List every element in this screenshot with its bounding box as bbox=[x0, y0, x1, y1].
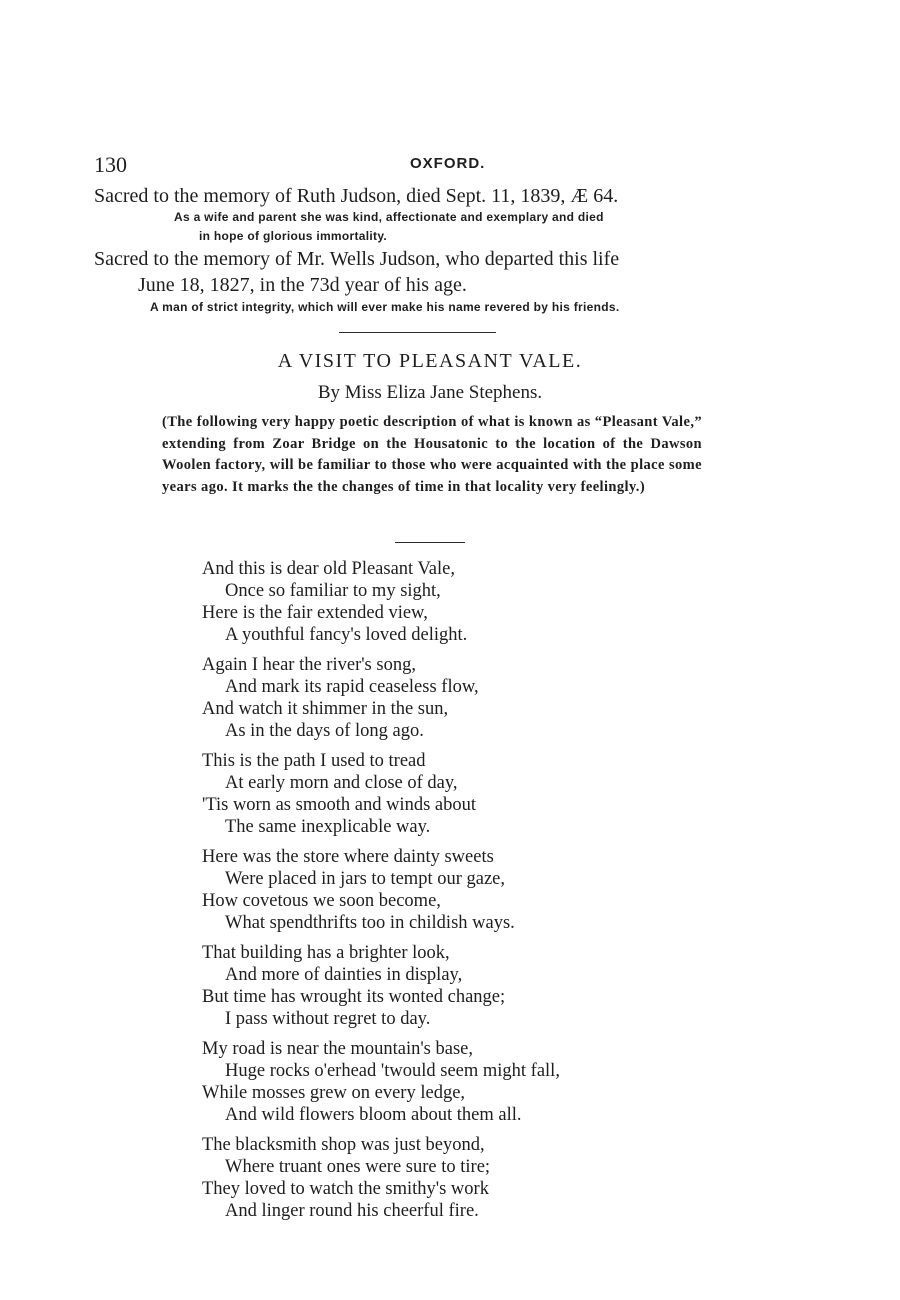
epitaph-ruth-judson: Sacred to the memory of Ruth Judson, died Sept. 11, 1839, Æ 64. bbox=[94, 185, 619, 207]
article-intro: (The following very happy poetic description of what is known as “Pleasant Vale,” extending from Zoar Bridge on the Housatonic to the location of the Dawson Woolen factory, will be familiar to those who were acquainted with the place some years ago. It marks the the changes of time in that locality very feelingly.) bbox=[162, 414, 702, 495]
page-number: 130 bbox=[94, 152, 127, 177]
poem-line: At early morn and close of day, bbox=[225, 773, 458, 793]
poem bbox=[202, 558, 722, 1230]
poem-line: What spendthrifts too in childish ways. bbox=[225, 913, 515, 933]
intro-divider bbox=[395, 542, 465, 543]
poem-line: And wild flowers bloom about them all. bbox=[225, 1105, 522, 1125]
poem-stanza bbox=[202, 1134, 722, 1222]
epitaph-ruth-note-line-2: in hope of glorious immortality. bbox=[199, 229, 388, 243]
poem-line: Here is the fair extended view, bbox=[202, 603, 428, 623]
poem-line: And watch it shimmer in the sun, bbox=[202, 699, 449, 719]
poem-line: 'Tis worn as smooth and winds about bbox=[202, 795, 476, 815]
poem-line: And more of dainties in display, bbox=[225, 965, 463, 985]
poem-line: My road is near the mountain's base, bbox=[202, 1039, 474, 1059]
poem-stanza bbox=[202, 750, 722, 838]
poem-stanza bbox=[202, 846, 722, 934]
poem-line: Were placed in jars to tempt our gaze, bbox=[225, 869, 506, 889]
epitaph-wells-note: A man of strict integrity, which will ever make his name revered by his friends. bbox=[150, 300, 620, 314]
poem-stanza bbox=[202, 558, 722, 646]
running-title: OXFORD. bbox=[410, 155, 486, 172]
poem-line: Here was the store where dainty sweets bbox=[202, 847, 494, 867]
poem-line: How covetous we soon become, bbox=[202, 891, 441, 911]
poem-line: While mosses grew on every ledge, bbox=[202, 1083, 466, 1103]
poem-line: As in the days of long ago. bbox=[225, 721, 424, 741]
poem-line: The same inexplicable way. bbox=[225, 817, 431, 837]
poem-line: Again I hear the river's song, bbox=[202, 655, 416, 675]
poem-line: That building has a brighter look, bbox=[202, 943, 450, 963]
epitaph-wells-judson-line-2: June 18, 1827, in the 73d year of his age. bbox=[138, 274, 467, 296]
poem-stanza bbox=[202, 942, 722, 1030]
poem-stanza bbox=[202, 1038, 722, 1126]
epitaph-wells-judson-line-1: Sacred to the memory of Mr. Wells Judson, who departed this life bbox=[94, 248, 620, 270]
poem-line: Where truant ones were sure to tire; bbox=[225, 1157, 491, 1177]
poem-line: They loved to watch the smithy's work bbox=[202, 1179, 489, 1199]
poem-line: The blacksmith shop was just beyond, bbox=[202, 1135, 485, 1155]
poem-line: A youthful fancy's loved delight. bbox=[225, 625, 468, 645]
poem-line: I pass without regret to day. bbox=[225, 1009, 431, 1029]
poem-line: And this is dear old Pleasant Vale, bbox=[202, 559, 455, 579]
section-divider bbox=[339, 332, 496, 333]
article-title: A VISIT TO PLEASANT VALE. bbox=[277, 350, 583, 372]
poem-line: And linger round his cheerful fire. bbox=[225, 1201, 479, 1221]
page-header bbox=[94, 152, 794, 176]
poem-line: And mark its rapid ceaseless flow, bbox=[225, 677, 479, 697]
poem-line: Huge rocks o'erhead 'twould seem might fall, bbox=[225, 1061, 560, 1081]
poem-line: This is the path I used to tread bbox=[202, 751, 426, 771]
poem-stanza bbox=[202, 654, 722, 742]
article-byline: By Miss Eliza Jane Stephens. bbox=[317, 382, 543, 403]
poem-line: But time has wrought its wonted change; bbox=[202, 987, 506, 1007]
epitaph-ruth-note-line-1: As a wife and parent she was kind, affectionate and exemplary and died bbox=[174, 210, 604, 224]
poem-line: Once so familiar to my sight, bbox=[225, 581, 441, 601]
